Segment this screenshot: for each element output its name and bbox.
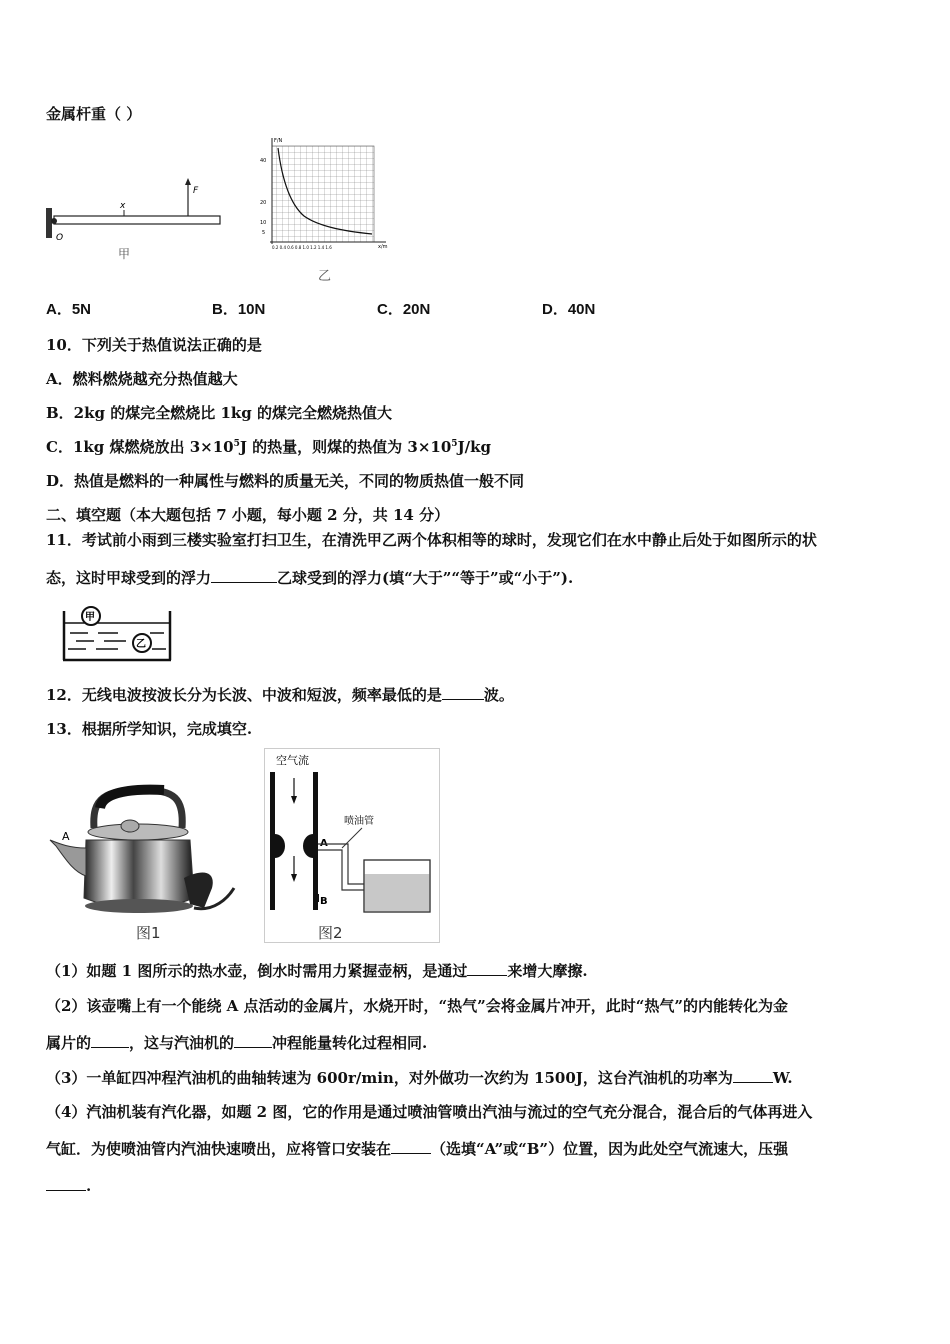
- label-f: F: [193, 186, 199, 196]
- figure-jia: [44, 150, 234, 260]
- label-b: B: [320, 896, 328, 907]
- air-flow-label: 空气流: [276, 754, 309, 767]
- blank[interactable]: [46, 1176, 86, 1191]
- y-tick: 10: [260, 220, 267, 226]
- q10-option-a: A．燃料燃烧越充分热值越大: [46, 370, 238, 388]
- q13-2-line2: 属片的 ，这与汽油机的 冲程能量转化过程相同.: [46, 1034, 428, 1052]
- q11-line1: 11．考试前小雨到三楼实验室打扫卫生，在清洗甲乙两个体积相等的球时，发现它们在水中静止后处于如图所示的状: [46, 531, 817, 549]
- caption-yi: 乙: [318, 269, 332, 284]
- y-tick: 40: [260, 158, 267, 164]
- x-axis-label: x/m: [378, 244, 388, 250]
- blank[interactable]: [91, 1033, 129, 1048]
- blank[interactable]: [391, 1139, 431, 1154]
- label-x: x: [120, 201, 126, 211]
- y-axis-label: F/N: [274, 138, 283, 144]
- option-d: D．40N: [542, 301, 596, 318]
- y-tick: 20: [260, 200, 267, 206]
- q13-3: （3）一单缸四冲程汽油机的曲轴转速为 600r/min，对外做功一次约为 1500J，这台汽油机的功率为 W.: [46, 1069, 793, 1087]
- x-ticks: 0.2 0.4 0.6 0.8 1.0 1.2 1.4 1.6: [272, 245, 332, 250]
- carburetor-figure: [264, 748, 440, 944]
- label-o: O: [56, 233, 64, 243]
- q11-line2: 态，这时甲球受到的浮力 乙球受到的浮力(填“大于”“等于”或“小于”).: [46, 569, 574, 587]
- ball-jia: 甲: [85, 612, 95, 623]
- q13-2-line1: （2）该壶嘴上有一个能绕 A 点活动的金属片，水烧开时，“热气”会将金属片冲开，此时“热气”的内能转化为金: [46, 997, 789, 1015]
- option-a: A．5N: [46, 301, 92, 318]
- q11-water-figure: [58, 603, 176, 663]
- caption-jia: 甲: [118, 247, 131, 260]
- q10-option-b: B．2kg 的煤完全燃烧比 1kg 的煤完全燃烧热值大: [46, 404, 392, 422]
- ball-yi: 乙: [136, 639, 146, 650]
- label-a: A: [320, 838, 328, 849]
- q13-4-line1: （4）汽油机装有汽化器，如题 2 图，它的作用是通过喷油管喷出汽油与流过的空气充分混合，混合后的气体再进入: [46, 1103, 813, 1121]
- nozzle-label: 喷油管: [344, 816, 374, 827]
- option-c: C．20N: [377, 301, 431, 318]
- blank[interactable]: [442, 685, 484, 700]
- q10-option-d: D．热值是燃料的一种属性与燃料的质量无关，不同的物质热值一般不同: [46, 472, 525, 490]
- option-b: B．10N: [212, 301, 266, 318]
- section-2-heading: 二、填空题（本大题包括 7 小题，每小题 2 分，共 14 分）: [46, 506, 450, 524]
- blank[interactable]: [211, 568, 277, 583]
- figure-yi: [252, 134, 397, 286]
- blank[interactable]: [467, 961, 507, 976]
- q13-1: （1）如题 1 图所示的热水壶，倒水时需用力紧握壶柄，是通过 来增大摩擦.: [46, 962, 588, 980]
- q10-stem: 10．下列关于热值说法正确的是: [46, 336, 262, 354]
- q9-stem-end: 金属杆重（ ）: [46, 105, 142, 123]
- q13-4-line2: 气缸．为使喷油管内汽油快速喷出，应将管口安装在 （选填“A”或“B”）位置，因为此处空气流速大，压强: [46, 1140, 789, 1158]
- q13-4-line3: .: [46, 1176, 91, 1195]
- q12: 12．无线电波按波长分为长波、中波和短波，频率最低的是 波。: [46, 686, 514, 704]
- kettle-label-a: A: [62, 830, 70, 843]
- y-tick: 5: [262, 230, 266, 236]
- q10-option-c: C．1kg 煤燃烧放出 $3\times 10^5J$ 的热量，则煤的热值为 $3\times 10^5J/kg$: [46, 438, 492, 456]
- blank[interactable]: [234, 1033, 272, 1048]
- fig1-caption: 图1: [136, 924, 161, 942]
- kettle-figure: [44, 748, 264, 944]
- fig2-caption: 图2: [318, 924, 343, 942]
- blank[interactable]: [733, 1068, 773, 1083]
- q13-stem: 13．根据所学知识，完成填空.: [46, 720, 253, 738]
